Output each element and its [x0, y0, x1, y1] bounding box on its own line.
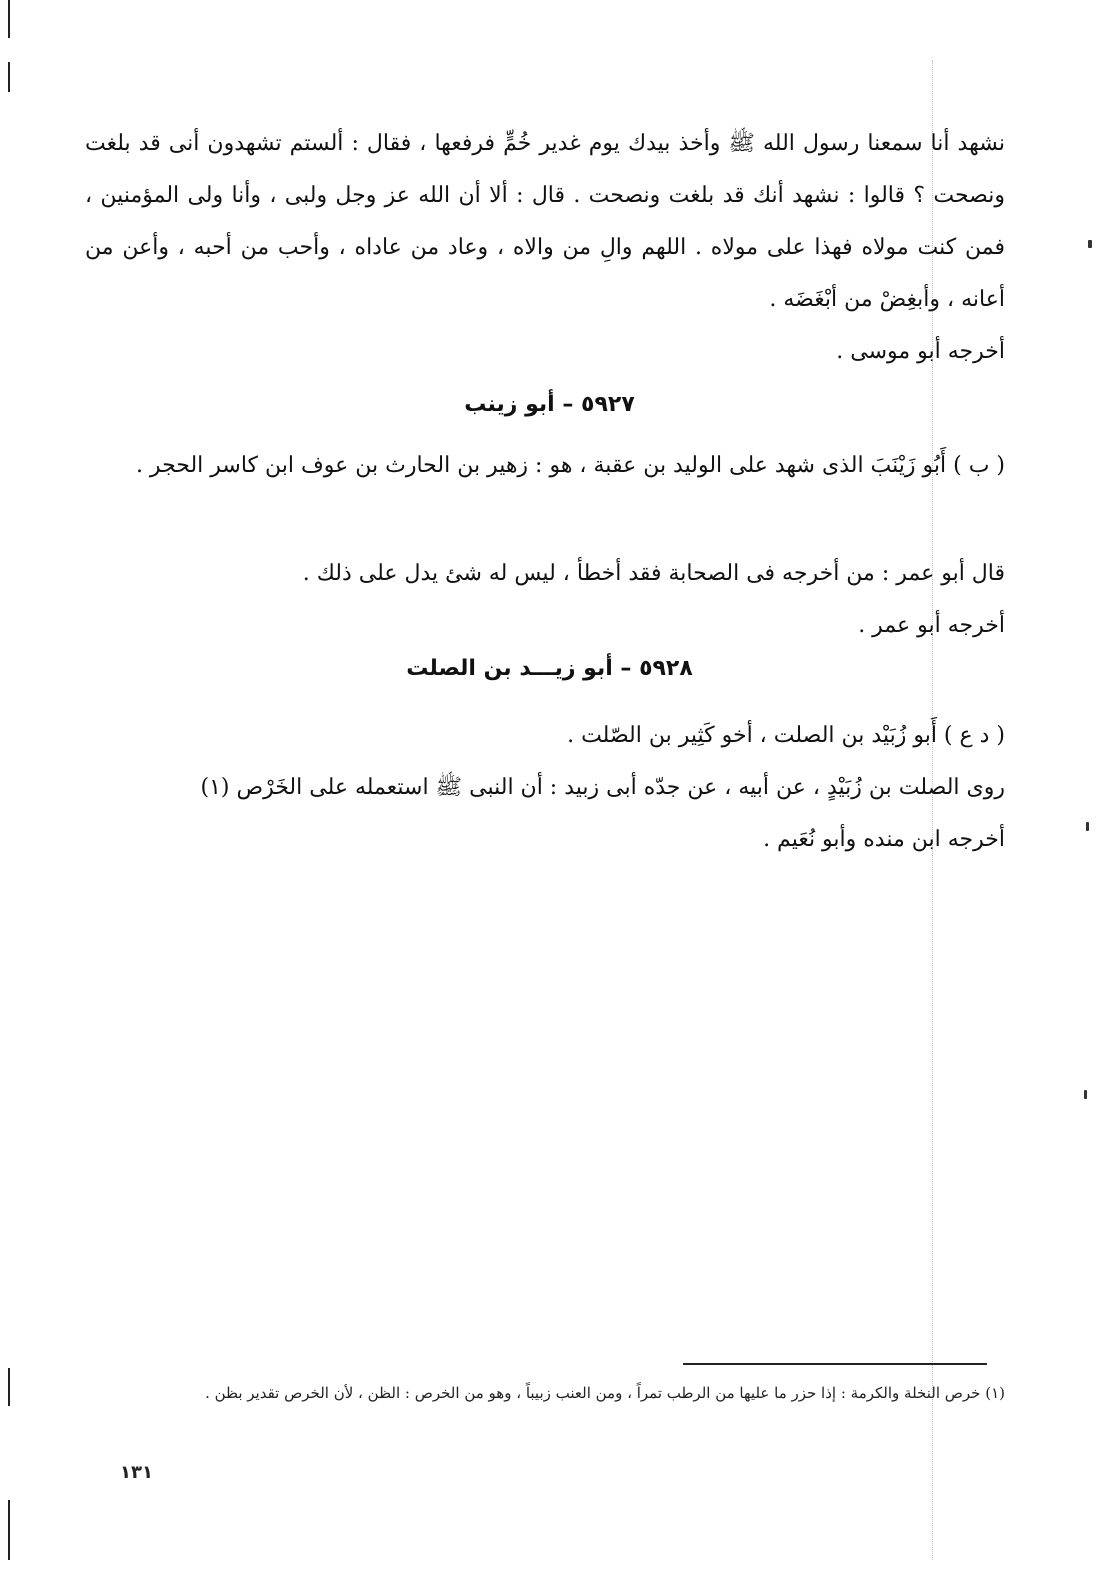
body-paragraph: قال أبو عمر : من أخرجه فى الصحابة فقد أخطأ ، ليس له شئ يدل على ذلك .: [302, 561, 1005, 586]
source-note: أخرجه أبو عمر .: [858, 613, 1005, 638]
scan-edge-mark: [8, 62, 10, 92]
body-paragraph: ( ب ) أَبُو زَيْنَبَ الذى شهد على الوليد بن عقبة ، هو : زهير بن الحارث بن عوف ابن كاسر الحجر .: [135, 453, 1005, 478]
source-note: أخرجه ابن منده وأبو نُعَيم .: [763, 827, 1005, 852]
entry-heading-5928: ٥٩٢٨ – أبو زيـــد بن الصلت: [406, 656, 693, 681]
footnote: (١) خرص النخلة والكرمة : إذا حزر ما عليها من الرطب تمراً ، ومن العنب زبيباً ، وهو من الخرص : الظن ، لأن الخرص تقدير بظن .: [205, 1384, 1005, 1402]
scan-edge-mark: [8, 0, 10, 38]
source-note: أخرجه أبو موسى .: [836, 339, 1005, 364]
body-paragraph: روى الصلت بن زُبَيْدٍ ، عن أبيه ، عن جدّه أبى زبيد : أن النبى ﷺ استعمله على الخَرْص (١): [200, 775, 1005, 800]
entry-heading-5927: ٥٩٢٧ – أبو زينب: [464, 392, 635, 417]
body-paragraph: نشهد أنا سمعنا رسول الله ﷺ وأخذ بيدك يوم غدير خُمٍّ فرفعها ، فقال : ألستم تشهدون أنى قد بلغت ونصحت ؟ قالوا : نشهد أنك قد بلغت ونصحت . قال : ألا أن الله عز وجل ولبى ، وأنا ولى المؤمنين ، فمن كنت مولاه فهذا على مولاه . اللهم والِ من والاه ، وعاد من عاداه ، وأحب من أحبه ، وأعن من أعانه ، وأبغِضْ من أبْغَضَه .: [85, 131, 1005, 312]
body-paragraph: ( د ع ) أَبو زُبَيْد بن الصلت ، أخو كَثِير بن الصّلت .: [567, 723, 1005, 748]
scan-speck: [1086, 822, 1089, 831]
entry-5927-body: [85, 440, 1005, 492]
continuation-section: [85, 118, 1005, 378]
scan-speck: [1084, 1090, 1087, 1099]
scan-edge-mark: [8, 1500, 10, 1560]
footnote-rule: [683, 1363, 987, 1365]
scan-speck: [1088, 240, 1092, 248]
entry-5928-body: [85, 710, 1005, 866]
scan-edge-mark: [8, 1368, 10, 1406]
entry-5927-notes: [235, 548, 1005, 652]
page-number: ١٣١: [120, 1462, 153, 1483]
